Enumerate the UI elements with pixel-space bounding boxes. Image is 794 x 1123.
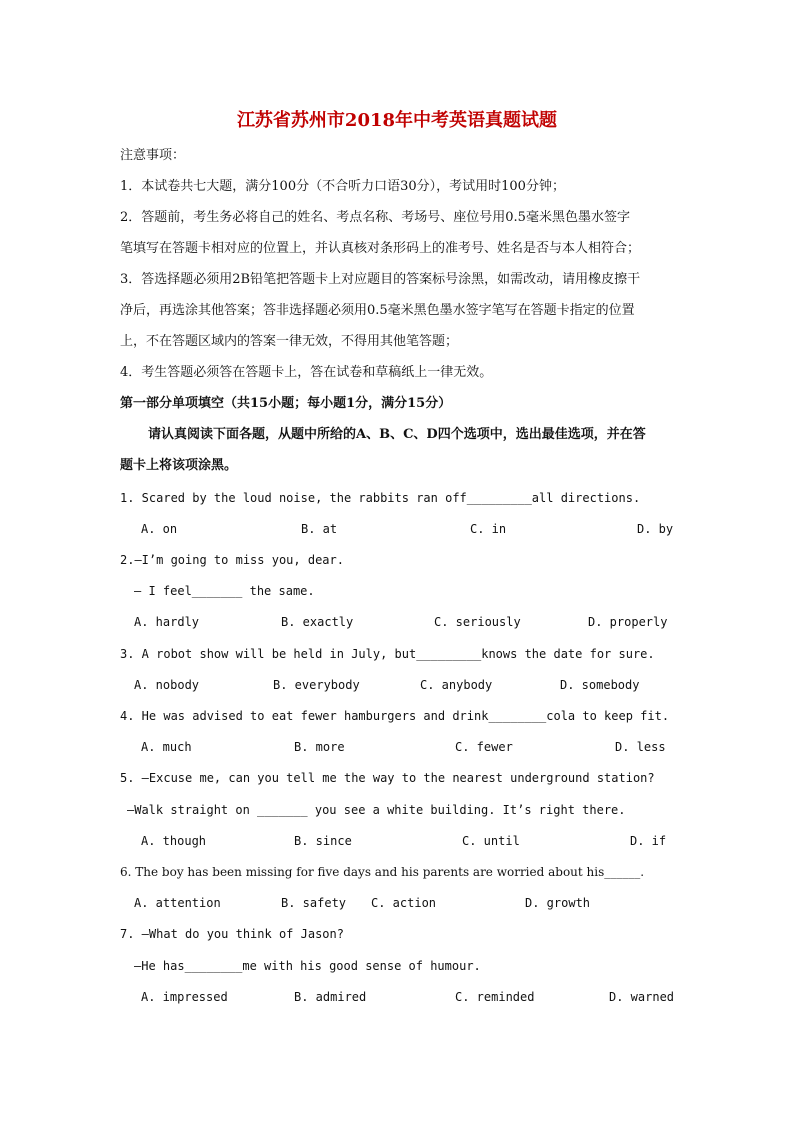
option-b: B. admired: [294, 990, 367, 1004]
option-a: A. much: [141, 740, 192, 754]
question-stem: — I feel_______ the same.: [134, 584, 315, 598]
option-a: A. impressed: [141, 990, 228, 1004]
notice-heading: 注意事项：: [120, 148, 186, 163]
option-b: B. everybody: [273, 678, 360, 692]
option-c: C. reminded: [455, 990, 535, 1004]
section-instruction: 题卡上将该项涂黑。: [120, 458, 238, 473]
question-stem: 2.—I’m going to miss you, dear.: [120, 553, 344, 567]
option-c: C. in: [470, 522, 507, 536]
question-stem: —He has________me with his good sense of humour.: [134, 959, 481, 973]
option-d: D. if: [630, 834, 667, 848]
option-a: A. though: [141, 834, 207, 848]
option-b: B. safety: [281, 896, 347, 910]
option-b: B. since: [294, 834, 352, 848]
notice-line: 上，不在答题区域内的答案一律无效，不得用其他笔答题；: [120, 334, 459, 349]
question-stem: 4. He was advised to eat fewer hamburgers and drink________cola to keep fit.: [120, 709, 670, 723]
notice-line: 净后，再选涂其他答案；答非选择题必须用0.5毫米黑色墨水签字笔写在答题卡指定的位置: [120, 303, 635, 318]
option-a: A. attention: [134, 896, 221, 910]
question-stem: 1. Scared by the loud noise, the rabbits ran off_________all directions.: [120, 491, 641, 505]
question-stem: 5. —Excuse me, can you tell me the way to the nearest underground station?: [120, 771, 655, 785]
notice-line: 2．答题前，考生务必将自己的姓名、考点名称、考场号、座位号用0.5毫米黑色墨水签字: [120, 210, 630, 225]
option-c: C. action: [371, 896, 437, 910]
notice-line: 笔填写在答题卡相对应的位置上，并认真核对条形码上的准考号、姓名是否与本人相符合；: [120, 241, 641, 256]
option-a: A. on: [141, 522, 178, 536]
notice-line: 4．考生答题必须答在答题卡上，答在试卷和草稿纸上一律无效。: [120, 365, 493, 380]
notice-line: 1．本试卷共七大题，满分100分（不合听力口语30分），考试用时100分钟；: [120, 179, 565, 194]
section-heading: 第一部分单项填空（共15小题；每小题1分，满分15分）: [120, 396, 452, 411]
section-instruction: 请认真阅读下面各题，从题中所给的A、B、C、D四个选项中，选出最佳选项，并在答: [148, 427, 646, 442]
option-d: D. properly: [588, 615, 668, 629]
option-d: D. by: [637, 522, 674, 536]
option-c: C. anybody: [420, 678, 493, 692]
question-stem: —Walk straight on _______ you see a white building. It’s right there.: [127, 803, 626, 817]
page-title: 江苏省苏州市2018年中考英语真题试题: [236, 110, 558, 131]
option-d: D. growth: [525, 896, 591, 910]
option-d: D. warned: [609, 990, 675, 1004]
question-stem: 3. A robot show will be held in July, but_________knows the date for sure.: [120, 647, 655, 661]
option-b: B. more: [294, 740, 345, 754]
option-d: D. somebody: [560, 678, 640, 692]
option-b: B. exactly: [281, 615, 354, 629]
option-b: B. at: [301, 522, 338, 536]
question-stem: 7. —What do you think of Jason?: [120, 927, 344, 941]
option-d: D. less: [615, 740, 666, 754]
option-c: C. until: [462, 834, 520, 848]
option-c: C. seriously: [434, 615, 521, 629]
question-stem: 6. The boy has been missing for five days and his parents are worried about his______.: [120, 865, 645, 879]
option-a: A. nobody: [134, 678, 200, 692]
option-a: A. hardly: [134, 615, 200, 629]
option-c: C. fewer: [455, 740, 513, 754]
notice-line: 3．答选择题必须用2B铅笔把答题卡上对应题目的答案标号涂黑，如需改动，请用橡皮擦干: [120, 272, 641, 287]
